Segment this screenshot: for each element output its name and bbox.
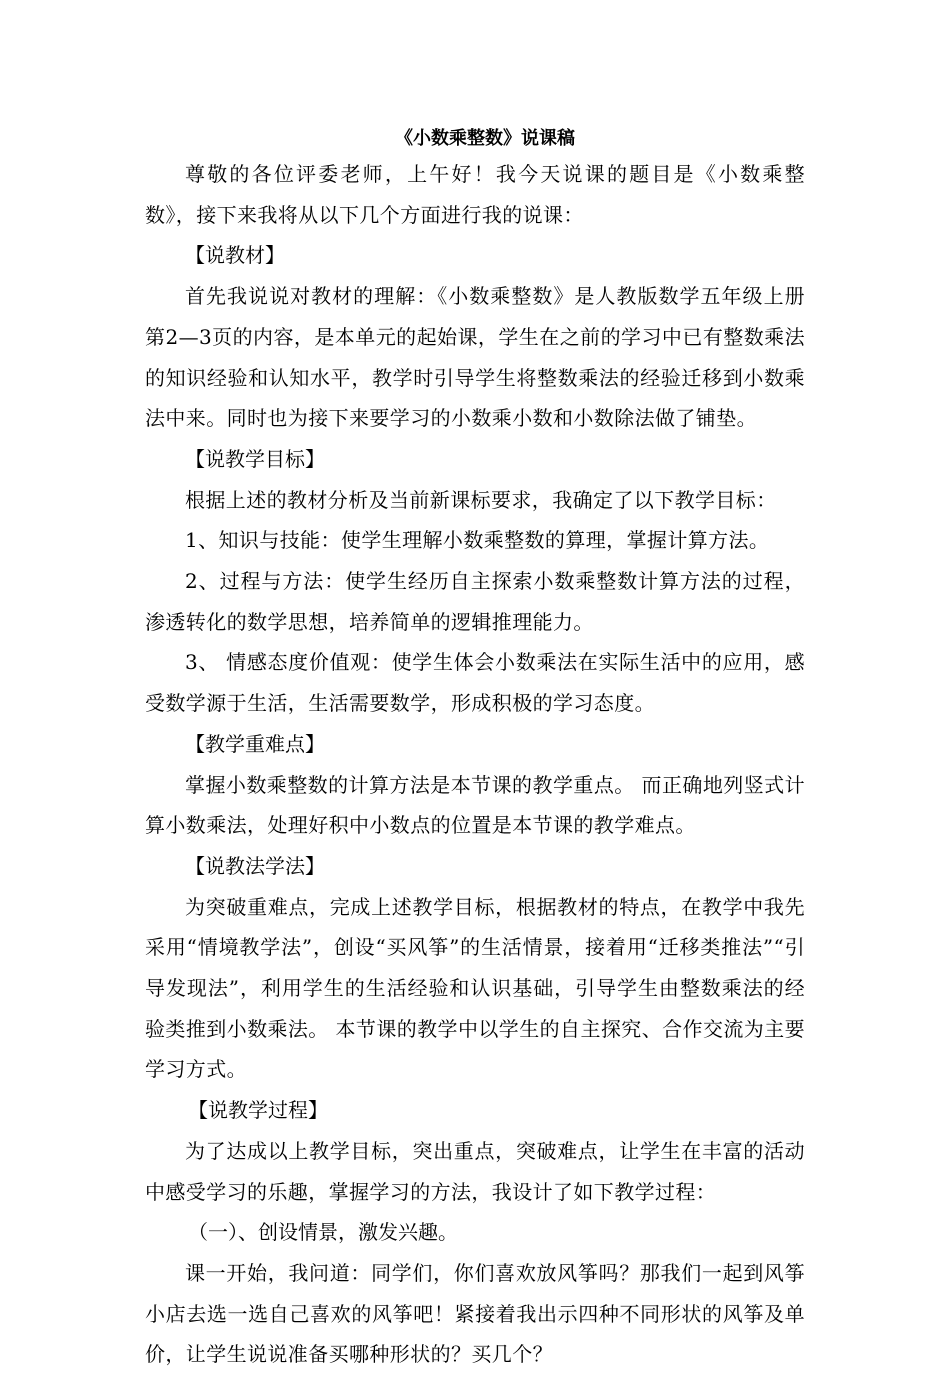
section-heading-textbook: 【说教材】 [185,243,285,268]
process-paragraph: 为了达成以上教学目标，突出重点，突破难点，让学生在丰富的活动中感受学习的乐趣，掌握学习的方法，我设计了如下教学过程： [145,1138,805,1204]
document-title: 《小数乘整数》说课稿 [395,128,575,149]
objective-item: 3、 情感态度价值观：使学生体会小数乘法在实际生活中的应用，感受数学源于生活，生活需要数学，形成积极的学习态度。 [145,650,805,716]
textbook-paragraph: 首先我说说对教材的理解：《小数乘整数》是人教版数学五年级上册第2—3页的内容，是本单元的起始课，学生在之前的学习中已有整数乘法的知识经验和认知水平，教学时引导学生将整数乘法的经验迁移到小数乘法中来。同时也为接下来要学习的小数乘小数和小数除法做了铺垫。 [145,284,805,431]
process-step-title: （一）、创设情景，激发兴趣。 [188,1220,458,1245]
section-heading-objectives: 【说教学目标】 [185,446,325,471]
section-heading-methods: 【说教法学法】 [185,853,325,878]
objectives-lead: 根据上述的教材分析及当前新课标要求，我确定了以下教学目标： [185,487,777,512]
section-heading-key-points: 【教学重难点】 [185,731,325,756]
section-heading-process: 【说教学过程】 [188,1098,328,1123]
objective-item: 2、过程与方法：使学生经历自主探索小数乘整数计算方法的过程，渗透转化的数学思想，培养简单的逻辑推理能力。 [145,569,805,634]
key-points-paragraph: 掌握小数乘整数的计算方法是本节课的教学重点。 而正确地列竖式计算小数乘法，处理好积中小数点的位置是本节课的教学难点。 [145,772,805,838]
objective-item: 1、知识与技能：使学生理解小数乘整数的算理，掌握计算方法。 [185,528,770,553]
intro-paragraph: 尊敬的各位评委老师，上午好！我今天说课的题目是《小数乘整数》，接下来我将从以下几个方面进行我的说课： [145,162,805,227]
document-page [145,124,805,1375]
process-step-paragraph: 课一开始，我问道：同学们，你们喜欢放风筝吗？那我们一起到风筝小店去选一选自己喜欢的风筝吧！紧接着我出示四种不同形状的风筝及单价，让学生说说准备买哪种形状的？买几个？ [145,1260,805,1367]
methods-paragraph: 为突破重难点，完成上述教学目标，根据教材的特点，在教学中我先采用“情境教学法”，创设“买风筝”的生活情景，接着用“迁移类推法”“引导发现法”，利用学生的生活经验和认识基础，引导学生由整数乘法的经验类推到小数乘法。 本节课的教学中以学生的自主探究、合作交流为主要学习方式。 [145,894,805,1082]
